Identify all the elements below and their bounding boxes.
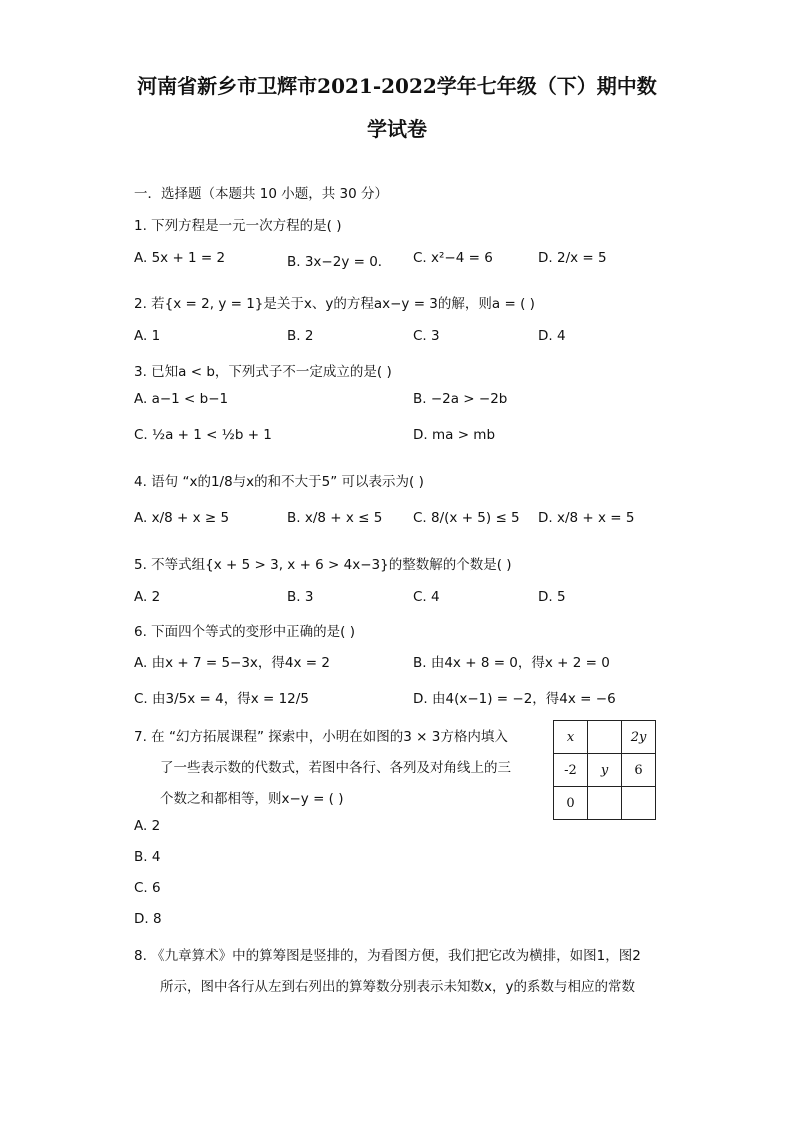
q1-option-d: D. 2/x = 5 [538,250,607,266]
q5-option-c: C. 4 [413,589,440,605]
question-6-stem: 6. 下面四个等式的变形中正确的是( ) [134,624,355,640]
question-3-stem: 3. 已知a < b，下列式子不一定成立的是( ) [134,364,392,380]
question-2-stem: 2. 若{x = 2, y = 1}是关于x、y的方程ax−y = 3的解，则a = ( ) [134,296,535,312]
q7-option-b: B. 4 [134,849,161,865]
q7-option-d: D. 8 [134,911,162,927]
q5-option-a: A. 2 [134,589,161,605]
q6-option-a: A. 由x + 7 = 5−3x，得4x = 2 [134,655,330,671]
magic-square-grid [553,720,656,820]
q4-option-a: A. x/8 + x ≥ 5 [134,510,230,526]
question-7-stem-line3: 个数之和都相等，则x−y = ( ) [160,791,344,807]
grid-cell [588,787,622,820]
q6-option-b: B. 由4x + 8 = 0，得x + 2 = 0 [413,655,610,671]
q4-option-c: C. 8/(x + 5) ≤ 5 [413,510,520,526]
q3-option-a: A. a−1 < b−1 [134,391,229,407]
section-heading: 一．选择题（本题共 10 小题，共 30 分） [134,186,389,202]
question-8-line2: 所示，图中各行从左到右列出的算筹数分别表示未知数x，y的系数与相应的常数 [160,979,635,995]
question-5-stem: 5. 不等式组{x + 5 > 3, x + 6 > 4x−3}的整数解的个数是( ) [134,557,512,573]
question-8-line1: 8. 《九章算术》中的算筹图是竖排的，为看图方便，我们把它改为横排，如图1，图2 [134,948,641,964]
grid-cell: 0 [554,787,588,820]
q3-option-b: B. −2a > −2b [413,391,508,407]
question-1-stem: 1. 下列方程是一元一次方程的是( ) [134,218,342,234]
q6-option-c: C. 由3/5x = 4，得x = 12/5 [134,691,309,707]
q3-option-c: C. ½a + 1 < ½b + 1 [134,427,272,443]
q2-option-c: C. 3 [413,328,440,344]
q4-option-d: D. x/8 + x = 5 [538,510,635,526]
q1-option-c: C. x²−4 = 6 [413,250,493,266]
question-7-stem-line2: 了一些表示数的代数式，若图中各行、各列及对角线上的三 [160,760,511,776]
q2-option-d: D. 4 [538,328,566,344]
question-7-stem-line1: 7. 在 “幻方拓展课程” 探索中，小明在如图的3 × 3方格内填入 [134,729,508,745]
q7-option-c: C. 6 [134,880,161,896]
q2-option-b: B. 2 [287,328,314,344]
q1-option-a: A. 5x + 1 = 2 [134,250,226,266]
q4-option-b: B. x/8 + x ≤ 5 [287,510,383,526]
grid-cell: 6 [622,754,656,787]
q5-option-b: B. 3 [287,589,314,605]
q6-option-d: D. 由4(x−1) = −2，得4x = −6 [413,691,616,707]
q1-option-b: B. 3x−2y = 0． [287,254,392,270]
grid-cell [588,721,622,754]
grid-cell: x [554,721,588,754]
grid-cell: 2y [622,721,656,754]
q5-option-d: D. 5 [538,589,566,605]
grid-cell [622,787,656,820]
page-title-line1: 河南省新乡市卫辉市2021-2022学年七年级（下）期中数 [137,74,657,98]
q7-option-a: A. 2 [134,818,161,834]
grid-cell: y [588,754,622,787]
q2-option-a: A. 1 [134,328,161,344]
question-4-stem: 4. 语句 “x的1/8与x的和不大于5” 可以表示为( ) [134,474,424,490]
page-title-line2: 学试卷 [367,117,427,141]
q3-option-d: D. ma > mb [413,427,496,443]
grid-cell: -2 [554,754,588,787]
